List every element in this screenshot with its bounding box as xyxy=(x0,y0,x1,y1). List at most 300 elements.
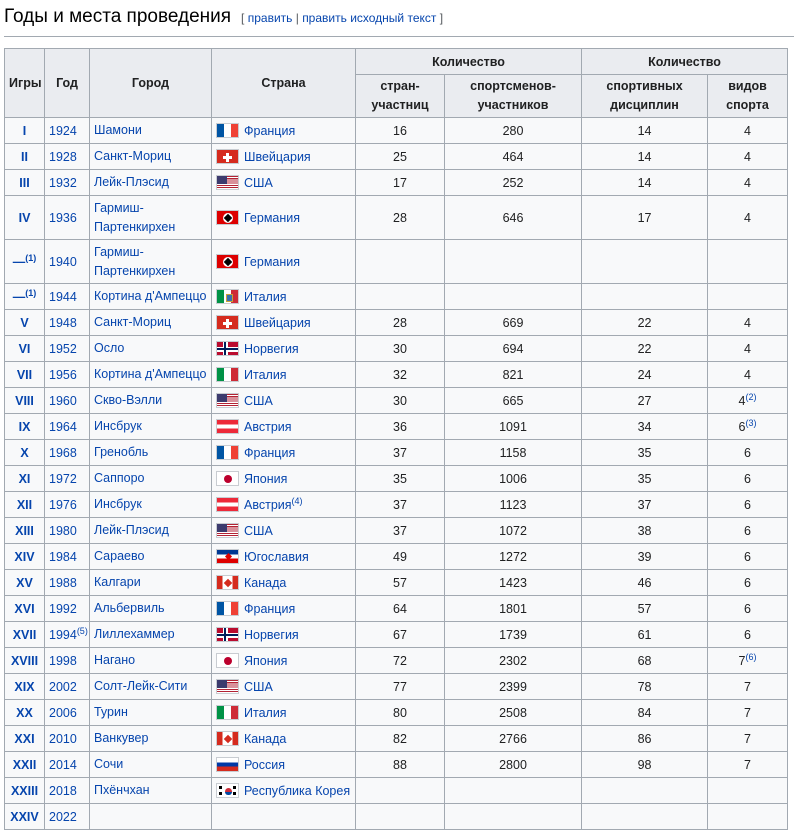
athletes-count-cell: 2399 xyxy=(445,674,582,700)
table-row xyxy=(5,388,788,414)
year-link[interactable]: 2022 xyxy=(49,809,77,824)
year-link[interactable]: 1976 xyxy=(49,497,77,512)
sports-count-cell xyxy=(708,362,788,388)
country-link[interactable]: США xyxy=(244,524,273,538)
city-link[interactable]: Кортина д'Ампеццо xyxy=(94,367,207,381)
city-cell xyxy=(90,570,212,596)
country-link[interactable]: Япония xyxy=(244,654,288,668)
country-cell xyxy=(212,596,356,622)
countries-count-cell: 37 xyxy=(356,440,445,466)
athletes-count-cell: 1123 xyxy=(445,492,582,518)
games-cell xyxy=(5,596,45,622)
sports-note xyxy=(746,418,757,428)
france-flag-icon xyxy=(216,123,239,138)
header-athletes: спортсменов-участников xyxy=(445,75,582,118)
sports-count-cell xyxy=(708,310,788,336)
games-cell xyxy=(5,804,45,830)
year-cell xyxy=(45,804,90,830)
sports-count-cell xyxy=(708,726,788,752)
year-link[interactable]: 1968 xyxy=(49,445,77,460)
edit-section-links xyxy=(241,11,443,25)
year-cell xyxy=(45,284,90,310)
disciplines-count-cell: 84 xyxy=(582,700,708,726)
countries-count-cell: 30 xyxy=(356,388,445,414)
year-link[interactable]: 1960 xyxy=(49,393,77,408)
country-link[interactable]: Россия xyxy=(244,758,285,772)
year-cell xyxy=(45,196,90,240)
countries-count-cell: 32 xyxy=(356,362,445,388)
year-cell xyxy=(45,310,90,336)
city-link[interactable]: Гармиш-Партенкирхен xyxy=(94,200,176,234)
country-link[interactable]: Швейцария xyxy=(244,150,311,164)
games-cell xyxy=(5,466,45,492)
country-link[interactable]: Франция xyxy=(244,446,296,460)
table-row xyxy=(5,674,788,700)
disciplines-count-cell: 22 xyxy=(582,336,708,362)
athletes-count-cell: 280 xyxy=(445,118,582,144)
header-year: Год xyxy=(45,49,90,118)
games-link[interactable]: XIV xyxy=(14,549,35,564)
city-link[interactable]: Инсбрук xyxy=(94,497,142,511)
year-link[interactable]: 1994 xyxy=(49,627,77,642)
year-cell xyxy=(45,726,90,752)
games-cell xyxy=(5,144,45,170)
sports-count-cell xyxy=(708,570,788,596)
city-cell xyxy=(90,196,212,240)
country-note-link[interactable]: (4) xyxy=(291,496,303,506)
games-link[interactable]: XIX xyxy=(14,679,35,694)
country-cell xyxy=(212,310,356,336)
header-country: Страна xyxy=(212,49,356,118)
canada-flag-icon xyxy=(216,731,239,746)
disciplines-count-cell: 27 xyxy=(582,388,708,414)
year-cell xyxy=(45,648,90,674)
city-link[interactable]: Гармиш-Партенкирхен xyxy=(94,244,176,278)
city-link[interactable]: Альбервиль xyxy=(94,601,165,615)
countries-count-cell: 88 xyxy=(356,752,445,778)
year-link[interactable]: 2010 xyxy=(49,731,77,746)
austria-flag-icon xyxy=(216,497,239,512)
country-link[interactable]: Австрия xyxy=(244,420,292,434)
sports-count-cell xyxy=(708,804,788,830)
games-link[interactable]: — xyxy=(12,254,26,269)
games-link[interactable]: XXIII xyxy=(10,783,39,798)
games-cell xyxy=(5,336,45,362)
athletes-count-cell: 2766 xyxy=(445,726,582,752)
usa-flag-icon xyxy=(216,393,239,408)
table-row xyxy=(5,466,788,492)
germany-flag-icon xyxy=(216,210,239,225)
edit-bracket-open: [ xyxy=(241,11,248,25)
disciplines-count-cell: 14 xyxy=(582,118,708,144)
table-row xyxy=(5,778,788,804)
table-row xyxy=(5,518,788,544)
city-link[interactable]: Саппоро xyxy=(94,471,145,485)
city-link[interactable]: Сараево xyxy=(94,549,145,563)
country-cell xyxy=(212,570,356,596)
sports-count-cell xyxy=(708,440,788,466)
city-link[interactable]: Калгари xyxy=(94,575,141,589)
games-note xyxy=(25,288,36,298)
games-cell xyxy=(5,240,45,284)
year-note-link[interactable]: (5) xyxy=(76,625,88,636)
disciplines-count-cell: 68 xyxy=(582,648,708,674)
games-cell xyxy=(5,544,45,570)
country-link[interactable]: США xyxy=(244,176,273,190)
city-cell xyxy=(90,518,212,544)
country-link[interactable]: Норвегия xyxy=(244,342,299,356)
games-link[interactable]: XII xyxy=(16,497,33,512)
city-link[interactable]: Шамони xyxy=(94,123,142,137)
country-cell xyxy=(212,196,356,240)
games-link[interactable]: XX xyxy=(16,705,33,720)
year-link[interactable]: 1936 xyxy=(49,210,77,225)
sports-count-cell xyxy=(708,752,788,778)
city-cell xyxy=(90,700,212,726)
disciplines-count-cell: 98 xyxy=(582,752,708,778)
sports-value: 4 xyxy=(744,175,751,190)
country-link[interactable]: Германия xyxy=(244,211,301,225)
country-link[interactable]: Италия xyxy=(244,290,287,304)
table-row xyxy=(5,118,788,144)
country-link[interactable]: Норвегия xyxy=(244,628,299,642)
sports-note-link[interactable]: (3) xyxy=(745,417,757,428)
usa-flag-icon xyxy=(216,175,239,190)
country-link[interactable]: Германия xyxy=(244,255,301,269)
edit-source-link[interactable]: править исходный текст xyxy=(302,11,437,25)
games-link[interactable]: XVI xyxy=(14,601,35,616)
city-link[interactable]: Солт-Лейк-Сити xyxy=(94,679,188,693)
year-cell xyxy=(45,440,90,466)
countries-count-cell: 25 xyxy=(356,144,445,170)
country-link[interactable]: Италия xyxy=(244,368,287,382)
edit-bracket-close: ] xyxy=(436,11,444,25)
games-link[interactable]: VI xyxy=(18,341,31,356)
france-flag-icon xyxy=(216,601,239,616)
games-cell xyxy=(5,284,45,310)
table-row xyxy=(5,196,788,240)
athletes-count-cell: 1423 xyxy=(445,570,582,596)
canada-flag-icon xyxy=(216,575,239,590)
countries-count-cell xyxy=(356,240,445,284)
games-cell xyxy=(5,622,45,648)
year-link[interactable]: 1988 xyxy=(49,575,77,590)
city-link[interactable]: Ванкувер xyxy=(94,731,149,745)
country-link[interactable]: Франция xyxy=(244,602,296,616)
year-cell xyxy=(45,414,90,440)
country-link[interactable]: Канада xyxy=(244,732,287,746)
sports-note-link[interactable]: (6) xyxy=(745,651,757,662)
countries-count-cell: 17 xyxy=(356,170,445,196)
year-link[interactable]: 1992 xyxy=(49,601,77,616)
sports-count-cell xyxy=(708,674,788,700)
city-link[interactable]: Осло xyxy=(94,341,125,355)
countries-count-cell: 28 xyxy=(356,310,445,336)
country-cell xyxy=(212,700,356,726)
countries-count-cell: 28 xyxy=(356,196,445,240)
country-link[interactable]: Япония xyxy=(244,472,288,486)
sports-value: 7 xyxy=(744,705,751,720)
year-link[interactable]: 1952 xyxy=(49,341,77,356)
country-link[interactable]: Италия xyxy=(244,706,287,720)
city-link[interactable]: Лиллехаммер xyxy=(94,627,175,641)
year-cell xyxy=(45,778,90,804)
disciplines-count-cell: 24 xyxy=(582,362,708,388)
year-link[interactable]: 2002 xyxy=(49,679,77,694)
sports-note-link[interactable]: (2) xyxy=(745,391,757,402)
city-link[interactable]: Кортина д'Ампеццо xyxy=(94,289,207,303)
sports-count-cell xyxy=(708,544,788,570)
country-cell xyxy=(212,284,356,310)
year-cell xyxy=(45,752,90,778)
disciplines-count-cell: 34 xyxy=(582,414,708,440)
year-link[interactable]: 1948 xyxy=(49,315,77,330)
disciplines-count-cell: 86 xyxy=(582,726,708,752)
city-cell xyxy=(90,414,212,440)
athletes-count-cell: 1006 xyxy=(445,466,582,492)
country-cell xyxy=(212,778,356,804)
city-cell xyxy=(90,362,212,388)
games-cell xyxy=(5,752,45,778)
city-link[interactable]: Турин xyxy=(94,705,128,719)
games-link[interactable]: XXIV xyxy=(10,809,39,824)
games-link[interactable]: IX xyxy=(18,419,31,434)
table-row xyxy=(5,240,788,284)
year-link[interactable]: 1924 xyxy=(49,123,77,138)
table-row xyxy=(5,362,788,388)
country-cell xyxy=(212,336,356,362)
country-link[interactable]: Югославия xyxy=(244,550,309,564)
city-link[interactable]: Нагано xyxy=(94,653,136,667)
year-cell xyxy=(45,466,90,492)
usa-flag-icon xyxy=(216,523,239,538)
city-link[interactable]: Скво-Вэлли xyxy=(94,393,163,407)
countries-count-cell: 77 xyxy=(356,674,445,700)
year-link[interactable]: 2006 xyxy=(49,705,77,720)
country-link[interactable]: Канада xyxy=(244,576,287,590)
country-cell xyxy=(212,240,356,284)
athletes-count-cell: 669 xyxy=(445,310,582,336)
edit-link[interactable]: править xyxy=(247,11,293,25)
sports-value: 6 xyxy=(744,497,751,512)
country-cell xyxy=(212,466,356,492)
year-link[interactable]: 1980 xyxy=(49,523,77,538)
country-link[interactable]: Республика Корея xyxy=(244,784,351,798)
countries-count-cell xyxy=(356,804,445,830)
korea-flag-icon xyxy=(216,783,239,798)
year-cell xyxy=(45,492,90,518)
country-link[interactable]: США xyxy=(244,394,273,408)
games-note-link[interactable]: (1) xyxy=(25,287,37,298)
games-link[interactable]: XXI xyxy=(14,731,35,746)
sports-value: 6 xyxy=(744,471,751,486)
sports-value: 4 xyxy=(744,367,751,382)
sports-value: 6 xyxy=(744,445,751,460)
disciplines-count-cell: 37 xyxy=(582,492,708,518)
city-link[interactable]: Санкт-Мориц xyxy=(94,149,172,163)
sports-count-cell xyxy=(708,492,788,518)
city-cell xyxy=(90,310,212,336)
year-link[interactable]: 1932 xyxy=(49,175,77,190)
country-cell xyxy=(212,518,356,544)
table-row xyxy=(5,622,788,648)
year-link[interactable]: 2018 xyxy=(49,783,77,798)
games-link[interactable]: XVII xyxy=(12,627,37,642)
table-row xyxy=(5,726,788,752)
disciplines-count-cell: 35 xyxy=(582,466,708,492)
games-link[interactable]: XIII xyxy=(15,523,34,538)
year-link[interactable]: 1940 xyxy=(49,254,77,269)
italy-flag-icon xyxy=(216,289,239,304)
year-link[interactable]: 1998 xyxy=(49,653,77,668)
countries-count-cell: 67 xyxy=(356,622,445,648)
year-link[interactable]: 1944 xyxy=(49,289,77,304)
sports-value: 4 xyxy=(744,315,751,330)
games-link[interactable]: XVIII xyxy=(10,653,39,668)
austria-flag-icon xyxy=(216,419,239,434)
disciplines-count-cell: 22 xyxy=(582,310,708,336)
games-link[interactable]: IV xyxy=(18,210,31,225)
city-link[interactable]: Санкт-Мориц xyxy=(94,315,172,329)
sports-count-cell xyxy=(708,170,788,196)
table-row xyxy=(5,170,788,196)
sports-count-cell xyxy=(708,388,788,414)
table-row xyxy=(5,596,788,622)
city-link[interactable]: Лейк-Плэсид xyxy=(94,175,169,189)
games-link[interactable]: VIII xyxy=(15,393,34,408)
sports-value: 6 xyxy=(744,627,751,642)
country-cell xyxy=(212,492,356,518)
games-link[interactable]: III xyxy=(19,175,30,190)
games-link[interactable]: XI xyxy=(18,471,31,486)
country-link[interactable]: США xyxy=(244,680,273,694)
year-link[interactable]: 1964 xyxy=(49,419,77,434)
year-cell xyxy=(45,388,90,414)
country-cell xyxy=(212,170,356,196)
games-link[interactable]: II xyxy=(21,149,28,164)
year-cell xyxy=(45,118,90,144)
table-row xyxy=(5,284,788,310)
games-cell xyxy=(5,700,45,726)
athletes-count-cell: 2800 xyxy=(445,752,582,778)
sports-value: 7 xyxy=(744,757,751,772)
city-link[interactable]: Лейк-Плэсид xyxy=(94,523,169,537)
games-link[interactable]: XXII xyxy=(12,757,37,772)
city-link[interactable]: Пхёнчхан xyxy=(94,783,150,797)
games-link[interactable]: I xyxy=(22,123,27,138)
country-cell xyxy=(212,726,356,752)
games-note xyxy=(25,253,36,263)
italy-flag-icon xyxy=(216,367,239,382)
year-link[interactable]: 1984 xyxy=(49,549,77,564)
city-link[interactable]: Инсбрук xyxy=(94,419,142,433)
yugoslavia-flag-icon xyxy=(216,549,239,564)
city-cell xyxy=(90,170,212,196)
sports-value: 6 xyxy=(744,575,751,590)
year-link[interactable]: 1928 xyxy=(49,149,77,164)
country-link[interactable]: Швейцария xyxy=(244,316,311,330)
city-cell xyxy=(90,752,212,778)
year-link[interactable]: 1956 xyxy=(49,367,77,382)
disciplines-count-cell: 14 xyxy=(582,144,708,170)
games-link[interactable]: X xyxy=(20,445,29,460)
city-cell xyxy=(90,336,212,362)
disciplines-count-cell: 14 xyxy=(582,170,708,196)
games-note-link[interactable]: (1) xyxy=(25,252,37,263)
country-cell xyxy=(212,144,356,170)
france-flag-icon xyxy=(216,445,239,460)
games-cell xyxy=(5,362,45,388)
games-link[interactable]: VII xyxy=(16,367,33,382)
disciplines-count-cell xyxy=(582,804,708,830)
city-cell xyxy=(90,778,212,804)
city-cell xyxy=(90,544,212,570)
table-row xyxy=(5,804,788,830)
athletes-count-cell: 1091 xyxy=(445,414,582,440)
table-row xyxy=(5,700,788,726)
switzerland-flag-icon xyxy=(216,149,239,164)
year-link[interactable]: 2014 xyxy=(49,757,77,772)
country-cell xyxy=(212,622,356,648)
italy-flag-icon xyxy=(216,705,239,720)
city-cell xyxy=(90,144,212,170)
country-link[interactable]: Франция xyxy=(244,124,296,138)
countries-count-cell: 35 xyxy=(356,466,445,492)
russia-flag-icon xyxy=(216,757,239,772)
city-cell xyxy=(90,284,212,310)
disciplines-count-cell: 39 xyxy=(582,544,708,570)
sports-value: 4 xyxy=(744,341,751,356)
city-cell xyxy=(90,622,212,648)
sports-value: 6 xyxy=(744,549,751,564)
year-note xyxy=(77,626,88,636)
city-link[interactable]: Гренобль xyxy=(94,445,149,459)
city-cell xyxy=(90,804,212,830)
norway-flag-icon xyxy=(216,627,239,642)
athletes-count-cell: 646 xyxy=(445,196,582,240)
city-link[interactable]: Сочи xyxy=(94,757,124,771)
games-cell xyxy=(5,492,45,518)
games-cell xyxy=(5,118,45,144)
year-cell xyxy=(45,700,90,726)
country-link[interactable]: Австрия xyxy=(244,498,292,512)
sports-count-cell xyxy=(708,518,788,544)
year-cell xyxy=(45,518,90,544)
table-row xyxy=(5,544,788,570)
disciplines-count-cell xyxy=(582,778,708,804)
sports-value: 6 xyxy=(738,419,746,434)
year-link[interactable]: 1972 xyxy=(49,471,77,486)
countries-count-cell: 72 xyxy=(356,648,445,674)
disciplines-count-cell: 38 xyxy=(582,518,708,544)
japan-flag-icon xyxy=(216,471,239,486)
games-link[interactable]: V xyxy=(20,315,29,330)
games-link[interactable]: XV xyxy=(16,575,33,590)
table-row xyxy=(5,570,788,596)
country-cell xyxy=(212,752,356,778)
disciplines-count-cell: 61 xyxy=(582,622,708,648)
countries-count-cell: 57 xyxy=(356,570,445,596)
sports-value: 7 xyxy=(744,679,751,694)
games-link[interactable]: — xyxy=(12,289,26,304)
norway-flag-icon xyxy=(216,341,239,356)
germany-flag-icon xyxy=(216,254,239,269)
athletes-count-cell: 665 xyxy=(445,388,582,414)
year-cell xyxy=(45,336,90,362)
city-cell xyxy=(90,492,212,518)
games-cell xyxy=(5,170,45,196)
disciplines-count-cell: 35 xyxy=(582,440,708,466)
